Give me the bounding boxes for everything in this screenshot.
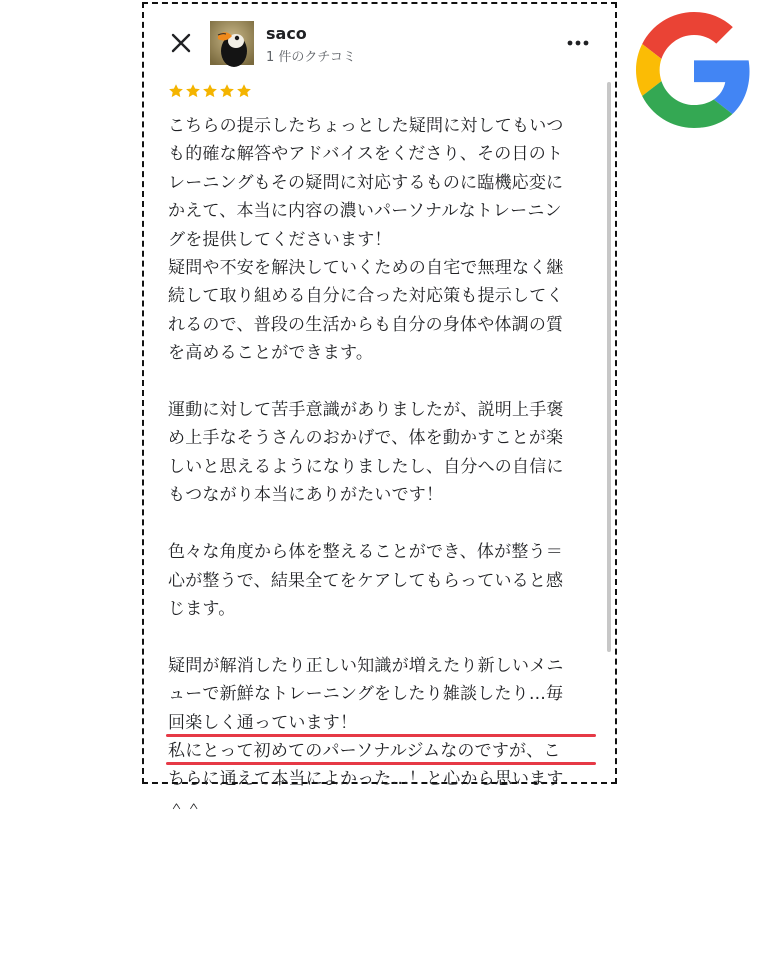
avatar[interactable] — [210, 21, 254, 65]
review-line: も的確な解答やアドバイスをくださり、その日のト — [168, 144, 564, 165]
review-line: 続して取り組める自分に合った対応策も提示してく — [168, 286, 564, 307]
star-icon — [236, 83, 252, 99]
toucan-avatar-image — [210, 21, 254, 65]
review-line — [168, 368, 598, 396]
review-text — [168, 112, 598, 822]
review-line: しいと思えるようになりましたし、自分への自信に — [168, 456, 564, 477]
close-icon — [171, 33, 191, 53]
review-line: 疑問が解消したり正しい知識が増えたり新しいメニ — [168, 655, 564, 676]
review-line: 心が整うで、結果全てをケアしてもらっていると感 — [168, 570, 564, 591]
review-line: 疑問や不安を解決していくための自宅で無理なく継 — [168, 258, 564, 279]
star-icon — [185, 83, 201, 99]
star-icon — [202, 83, 218, 99]
underline-annotation-1 — [166, 734, 596, 737]
review-line: もつながり本当にありがたいです！ — [168, 485, 444, 506]
underline-annotation-2 — [166, 762, 596, 765]
review-count: 1 件のクチコミ — [266, 50, 356, 65]
star-icon — [219, 83, 235, 99]
review-line: 回楽しく通っています！ — [168, 712, 358, 733]
more-options-button[interactable] — [561, 26, 595, 60]
review-line: かえて、本当に内容の濃いパーソナルなトレーニン — [168, 201, 562, 222]
review-line — [168, 510, 598, 538]
review-line: ちらに通えて本当によかった…！と心から思います — [168, 769, 564, 790]
scrollbar[interactable] — [607, 82, 611, 652]
review-header — [144, 4, 615, 76]
review-line: を高めることができます。 — [168, 343, 374, 364]
review-line: じます。 — [168, 598, 236, 619]
review-line: グを提供してくださいます！ — [168, 229, 392, 250]
review-line: レーニングもその疑問に対応するものに臨機応変に — [168, 172, 564, 193]
review-line — [168, 623, 598, 651]
star-rating — [168, 83, 252, 103]
review-line: め上手なそうさんのおかげで、体を動かすことが楽 — [168, 428, 564, 449]
google-logo — [636, 12, 752, 128]
more-vertical-icon — [567, 40, 589, 46]
star-icon — [168, 83, 184, 99]
review-line: ューで新鮮なトレーニングをしたり雑談したり…毎 — [168, 684, 564, 705]
review-card — [142, 2, 617, 818]
review-line: こちらの提示したちょっとした疑問に対してもいつ — [168, 116, 564, 136]
review-line: 色々な角度から体を整えることができ、体が整う＝ — [168, 542, 563, 563]
reviewer-name[interactable]: saco — [266, 24, 307, 43]
review-line: 私にとって初めてのパーソナルジムなのですが、こ — [168, 740, 561, 761]
close-button[interactable] — [164, 26, 198, 60]
review-line: 運動に対して苦手意識がありましたが、説明上手褒 — [168, 400, 564, 421]
review-line: ＾＾ — [168, 797, 203, 818]
review-line: れるので、普段の生活からも自分の身体や体調の質 — [168, 314, 564, 335]
